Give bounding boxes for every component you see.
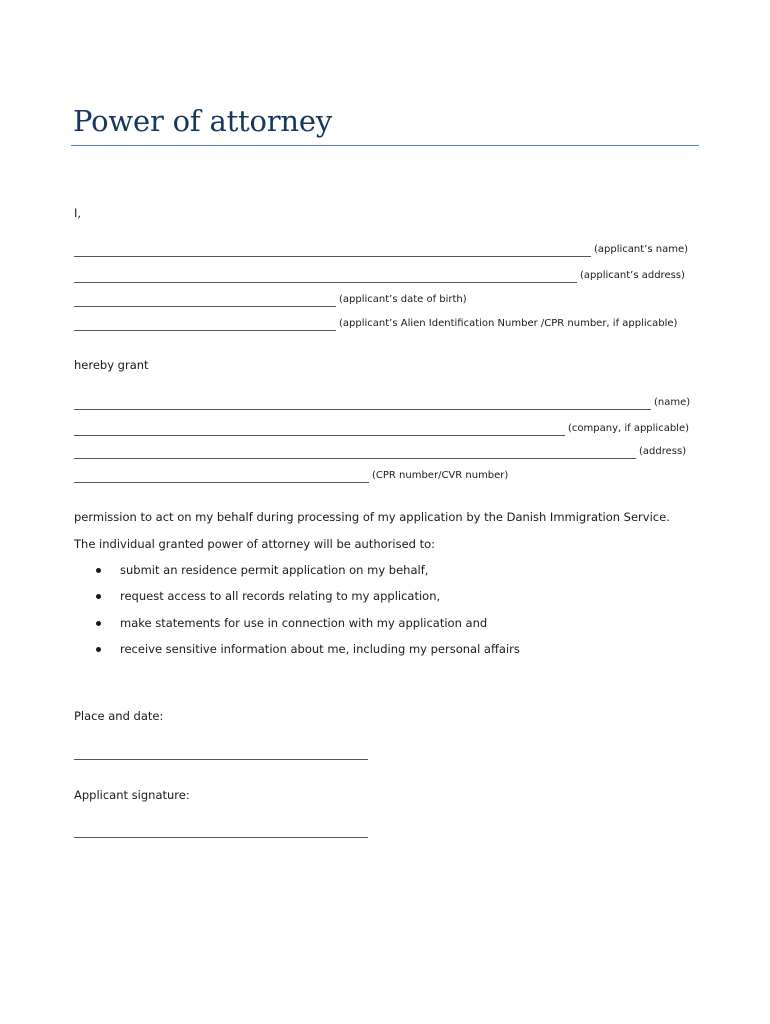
bullet-item-sensitive: receive sensitive information about me, including my personal affairs [120, 642, 520, 656]
applicant-address-label: (applicant’s address) [580, 270, 685, 281]
grantee-company-field[interactable] [74, 422, 689, 436]
grantee-name-label: (name) [654, 397, 691, 408]
grantee-company-line[interactable] [74, 425, 565, 436]
bullet-item-statements: make statements for use in connection with my application and [120, 616, 488, 630]
applicant-dob-line[interactable] [74, 296, 336, 307]
signature-label: Applicant signature: [74, 788, 190, 802]
grantee-cpr-line[interactable] [74, 472, 369, 483]
grantee-company-label: (company, if applicable) [568, 423, 690, 434]
page-title: Power of attorney [73, 104, 333, 138]
applicant-id-field[interactable] [74, 317, 677, 331]
title-divider [71, 145, 699, 146]
bullet-icon [96, 647, 101, 652]
applicant-id-line[interactable] [74, 320, 336, 331]
grantee-address-line[interactable] [74, 448, 636, 459]
signature-line[interactable] [74, 837, 368, 838]
intro-text: I, [74, 206, 82, 220]
bullet-icon [96, 594, 101, 599]
place-date-line[interactable] [74, 759, 368, 760]
applicant-dob-label: (applicant’s date of birth) [339, 294, 467, 305]
grantee-address-field[interactable] [74, 445, 686, 459]
applicant-id-label: (applicant’s Alien Identification Number /CPR number, if applicable) [339, 318, 678, 329]
authorised-text: The individual granted power of attorney will be authorised to: [74, 537, 436, 551]
permission-text: permission to act on my behalf during processing of my application by the Danish Immigration Service. [74, 510, 670, 524]
grantee-cpr-field[interactable] [74, 469, 508, 483]
grantee-name-field[interactable] [74, 396, 690, 410]
grantee-name-line[interactable] [74, 399, 651, 410]
bullet-item-access: request access to all records relating to my application, [120, 589, 441, 603]
applicant-address-field[interactable] [74, 269, 685, 283]
applicant-address-line[interactable] [74, 272, 577, 283]
bullet-item-submit: submit an residence permit application on my behalf, [120, 563, 429, 577]
grantee-address-label: (address) [639, 446, 687, 457]
applicant-name-label: (applicant’s name) [594, 244, 688, 255]
bullet-icon [96, 568, 101, 573]
applicant-name-field[interactable] [74, 243, 688, 257]
grantee-cpr-label: (CPR number/CVR number) [372, 470, 509, 481]
place-date-label: Place and date: [74, 709, 164, 723]
bullet-icon [96, 621, 101, 626]
grant-text: hereby grant [74, 358, 149, 372]
applicant-dob-field[interactable] [74, 293, 467, 307]
applicant-name-line[interactable] [74, 246, 591, 257]
